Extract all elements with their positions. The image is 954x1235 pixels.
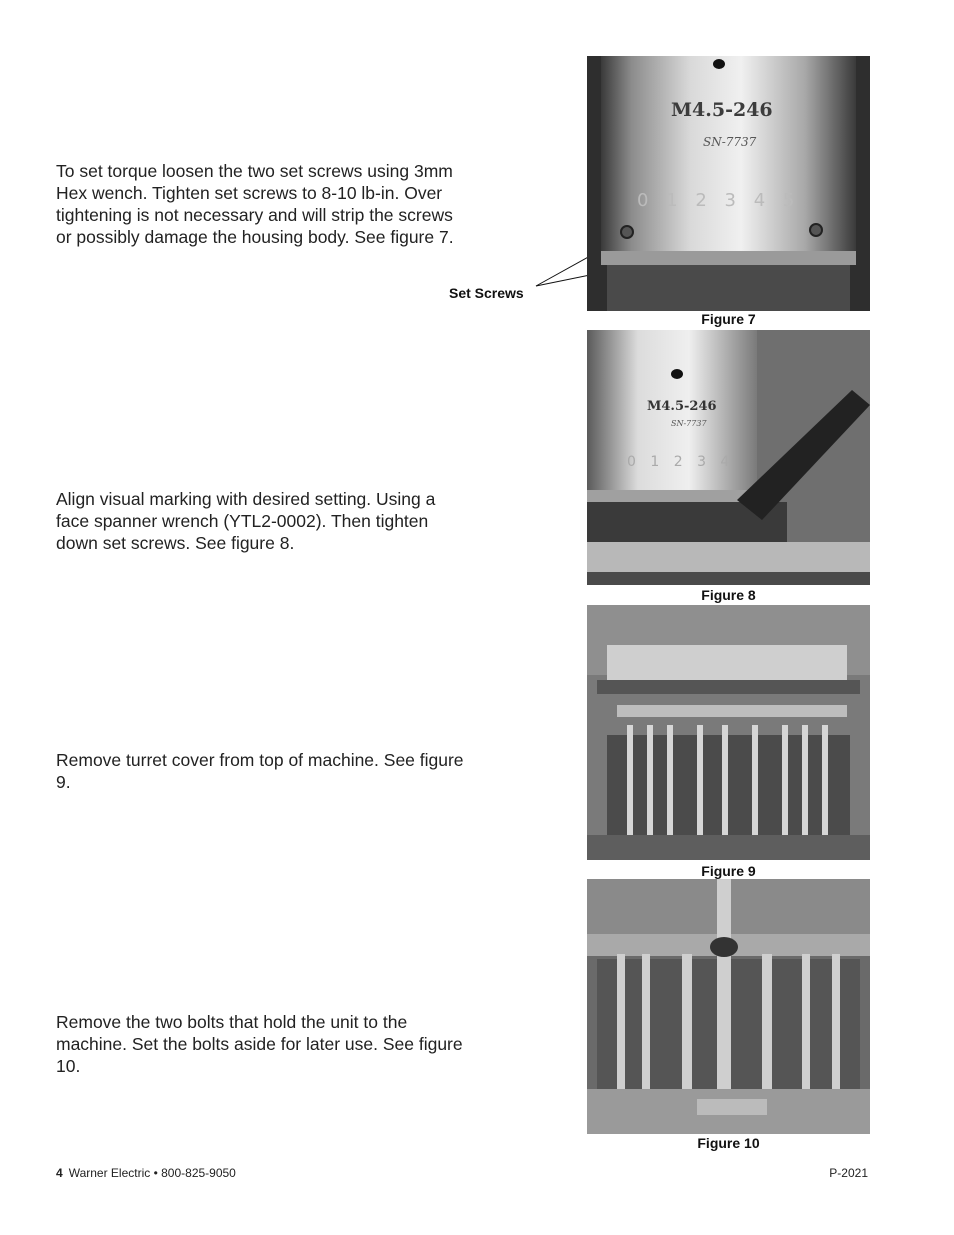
footer-company: Warner Electric • 800-825-9050 (68, 1166, 236, 1180)
instruction-remove-cover: Remove turret cover from top of machine. See figure 9. (56, 749, 464, 792)
instruction-set-torque: To set torque loosen the two set screws using 3mm Hex wench. Tighten set screws to 8-10 lb-in. Over tightening is not necessary and will strip the screws or possibly damage the housing body. See figure 7. (56, 160, 454, 247)
figure-7-photo (587, 56, 870, 311)
instruction-remove-bolts: Remove the two bolts that hold the unit to the machine. Set the bolts aside for later use. See figure 10. (56, 1011, 463, 1076)
figure-10-caption: Figure 10 (697, 1135, 760, 1151)
figure-7-caption: Figure 7 (701, 311, 756, 327)
instruction-align-marking: Align visual marking with desired setting. Using a face spanner wrench (YTL2-0002). Then tighten down set screws. See figure 8. (56, 488, 436, 553)
footer-doc-code: P-2021 (829, 1166, 868, 1180)
page-number: 4 (56, 1166, 63, 1180)
set-screws-callout: Set Screws (449, 285, 524, 301)
fig7-scale: 0 1 2 3 4 5 (637, 190, 801, 211)
fig7-serial: SN-7737 (703, 135, 757, 149)
fig7-engraving: M4.5-246 (671, 99, 773, 121)
figure-8-caption: Figure 8 (701, 587, 756, 603)
figure-10-photo (587, 879, 870, 1134)
footer-left (56, 1166, 236, 1180)
figure-8-photo (587, 330, 870, 585)
figure-9-photo (587, 605, 870, 860)
figure-9-caption: Figure 9 (701, 863, 756, 879)
fig8-serial: SN-7737 (671, 419, 707, 428)
fig8-scale: 0 1 2 3 4 (627, 454, 735, 470)
fig8-engraving: M4.5-246 (647, 399, 717, 414)
